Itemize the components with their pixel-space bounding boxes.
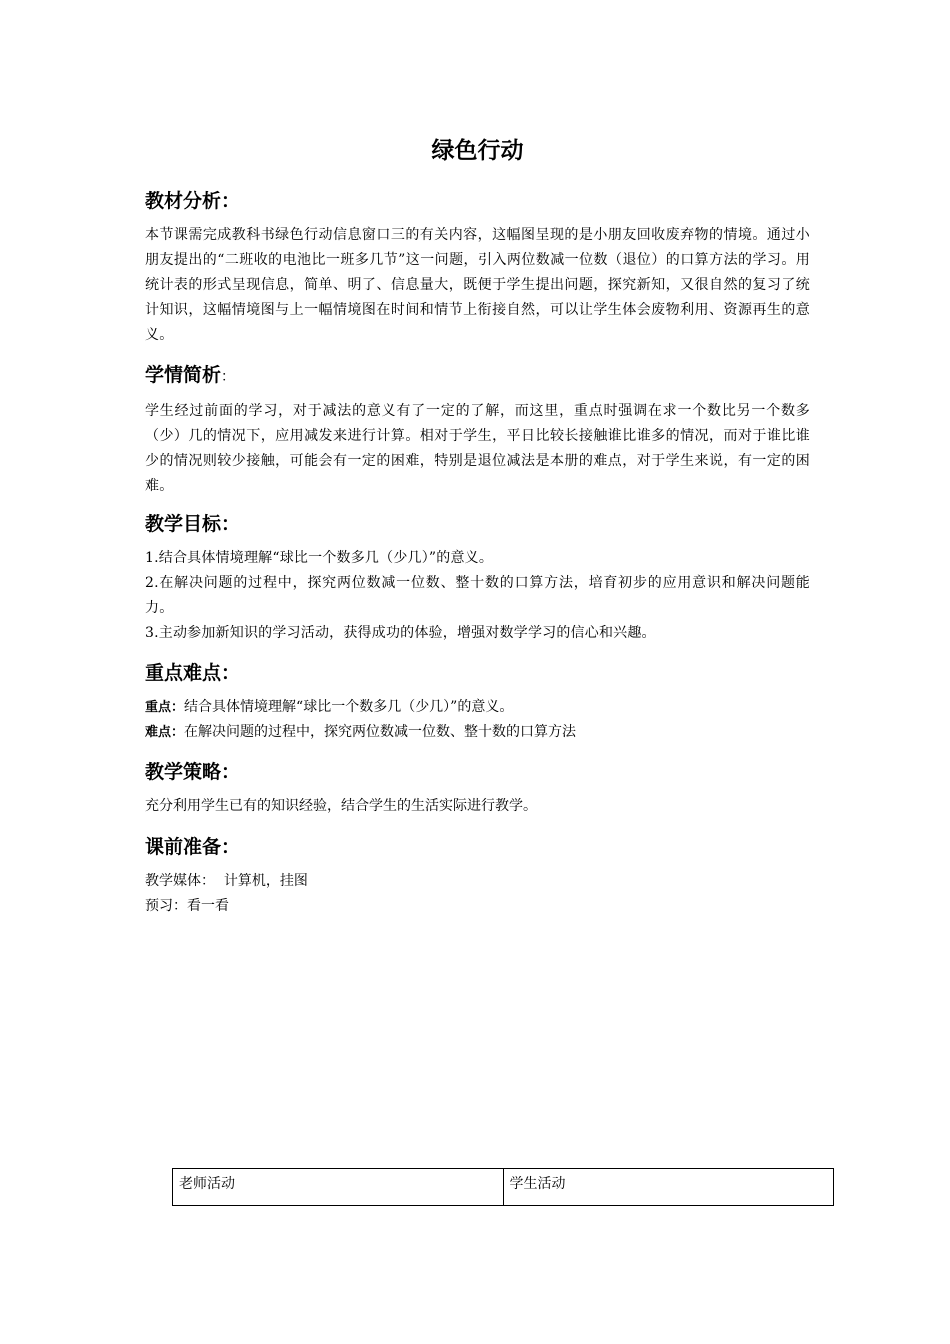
section-heading [145, 361, 810, 391]
activity-table [172, 1168, 834, 1206]
prep-line: 教学媒体： 计算机，挂图 [145, 873, 308, 889]
goal-item: 3.主动参加新知识的学习活动，获得成功的体验，增强对数学学习的信心和兴趣。 [145, 625, 656, 641]
section-preparation [145, 833, 810, 919]
difficulty-line [145, 720, 810, 745]
heading-colon: ： [221, 369, 236, 385]
table-header-row [173, 1169, 834, 1206]
prep-line: 预习：看一看 [145, 898, 229, 914]
difficulty-label: 难点 [145, 725, 172, 740]
goal-item: 1.结合具体情境理解“球比一个数多几（少几）”的意义。 [145, 550, 494, 566]
section-heading: 课前准备： [145, 836, 241, 858]
section-teaching-strategy [145, 758, 810, 819]
section-heading: 重点难点： [145, 662, 241, 684]
heading-text: 学情简析 [145, 364, 222, 386]
table-cell-student-activity: 学生活动 [503, 1169, 834, 1206]
key-point-colon: ： [171, 700, 185, 715]
key-point-label: 重点 [145, 700, 172, 715]
goal-item: 2.在解决问题的过程中，探究两位数减一位数、整十数的口算方法，培育初步的应用意识和解决问题能力。 [145, 575, 810, 616]
section-paragraph: 本节课需完成教科书绿色行动信息窗口三的有关内容，这幅图呈现的是小朋友回收废弃物的情境。通过小朋友提出的“二班收的电池比一班多几节”这一问题，引入两位数减一位数（退位）的口算方法的学习。用统计表的形式呈现信息，简单、明了、信息量大，既便于学生提出问题，探究新知，又很自然的复习了统计知识，这幅情境图与上一幅情境图在时间和情节上衔接自然，可以让学生体会废物利用、资源再生的意义。 [145, 227, 810, 343]
section-paragraph: 学生经过前面的学习，对于减法的意义有了一定的了解，而这里，重点时强调在求一个数比另一个数多（少）几的情况下，应用减发来进行计算。相对于学生，平日比较长接触谁比谁多的情况，而对于谁比谁少的情况则较少接触，可能会有一定的困难，特别是退位减法是本册的难点，对于学生来说，有一定的困难。 [145, 403, 810, 494]
table-cell-teacher-activity: 老师活动 [173, 1169, 504, 1206]
document-title: 绿色行动 [431, 138, 524, 164]
section-heading: 教学目标： [145, 513, 241, 535]
section-material-analysis [145, 187, 810, 348]
section-teaching-goals [145, 510, 810, 646]
section-heading: 教学策略： [145, 761, 241, 783]
section-paragraph: 充分利用学生已有的知识经验，结合学生的生活实际进行教学。 [145, 798, 537, 814]
key-point-text: 结合具体情境理解“球比一个数多几（少几）”的意义。 [184, 699, 514, 715]
section-heading: 教材分析： [145, 190, 241, 212]
key-point-line [145, 695, 810, 720]
difficulty-text: 在解决问题的过程中，探究两位数减一位数、整十数的口算方法 [184, 724, 577, 740]
section-learner-analysis [145, 361, 810, 499]
section-key-points [145, 659, 810, 745]
difficulty-colon: ： [171, 725, 185, 740]
